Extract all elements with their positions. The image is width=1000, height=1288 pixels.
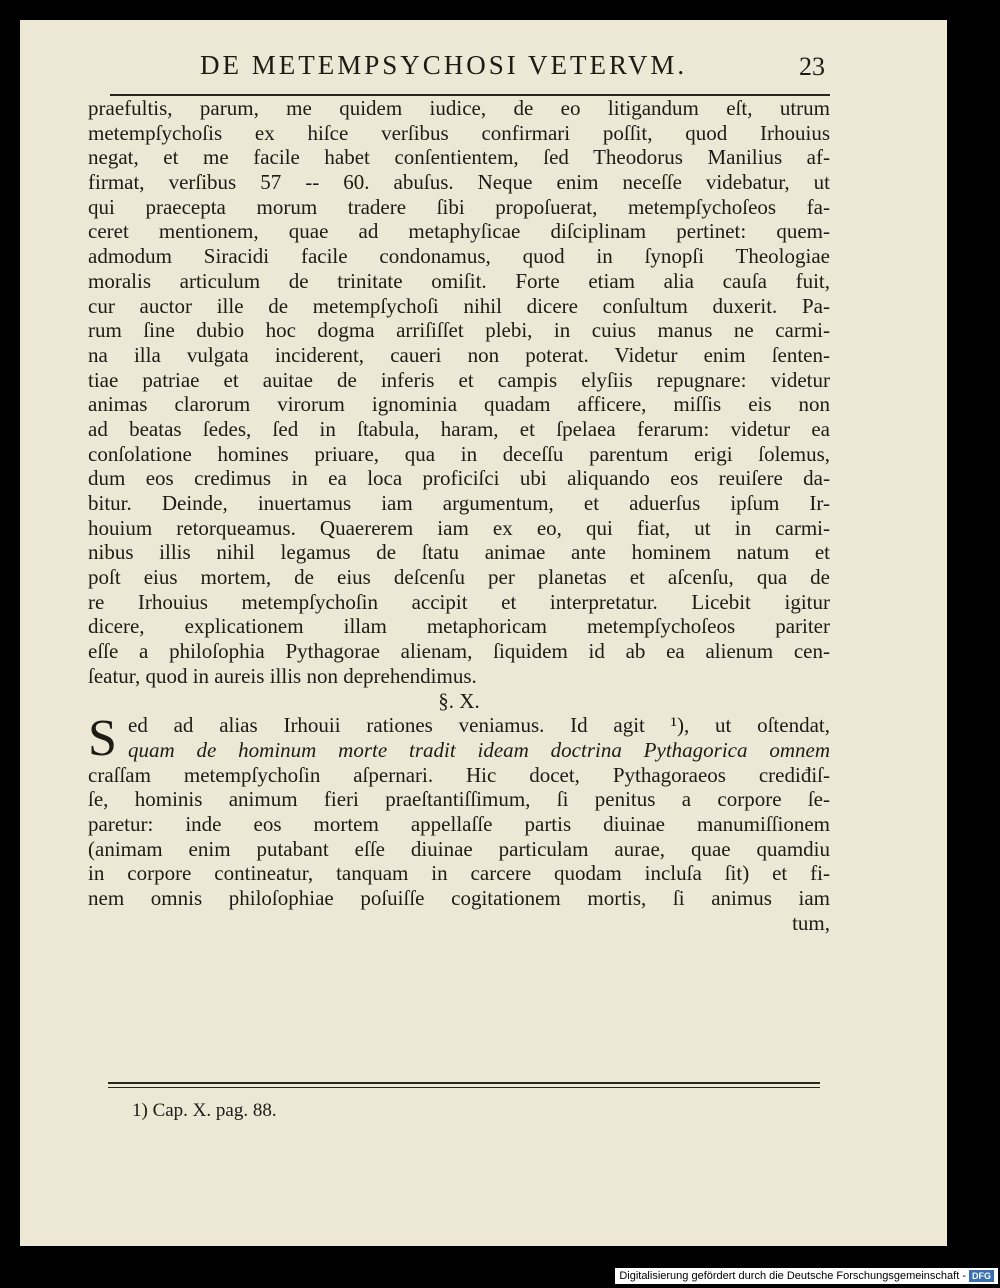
- text-line: poſt eius mortem, de eius deſcenſu per planetas et aſcenſu, qua de: [88, 565, 830, 590]
- text-line: dum eos credimus in ea loca proficiſci ubi aliquando eos reuiſere da-: [88, 466, 830, 491]
- paragraph-2: [88, 710, 830, 935]
- text-line: admodum Siracidi facile condonamus, quod in ſynopſi Theologiae: [88, 244, 830, 269]
- text-line: paretur: inde eos mortem appellaſſe partis diuinae manumiſſionem: [88, 811, 830, 836]
- text-line: ſe, hominis animum fieri praeſtantiſſimum, ſi penitus a corpore ſe-: [88, 787, 830, 812]
- text-line-italic: quam de hominum morte tradit ideam doctrina Pythagorica omnem: [128, 737, 830, 762]
- text-line: metempſychoſis ex hiſce verſibus confirmari poſſit, quod Irhouius: [88, 120, 830, 145]
- text-line: moralis articulum de trinitate omiſit. Forte etiam alia cauſa fuit,: [88, 268, 830, 293]
- text-line: qui praecepta morum tradere ſibi propoſuerat, metempſychoſeos fa-: [88, 194, 830, 219]
- footnote: 1) Cap. X. pag. 88.: [132, 1100, 277, 1121]
- page-number: 23: [799, 52, 825, 81]
- funding-credit: [615, 1268, 998, 1284]
- text-line: praefultis, parum, me quidem iudice, de eo litigandum eſt, utrum: [88, 96, 830, 120]
- text-line: rum ſine dubio hoc dogma arriſiſſet plebi, in cuius manus ne carmi-: [88, 318, 830, 343]
- paragraph-1: [88, 96, 830, 689]
- page-body: [88, 96, 830, 935]
- footnote-rule-thin: [108, 1087, 820, 1088]
- text-line: craſſam metempſychoſin aſpernari. Hic docet, Pythagoraeos crediđiſ-: [88, 762, 830, 787]
- text-line: eſſe a philoſophia Pythagorae alienam, ſiquidem id ab ea alienum cen-: [88, 639, 830, 664]
- text-line: houium retorqueamus. Quaererem iam ex eo, qui fiat, ut in carmi-: [88, 515, 830, 540]
- running-title: DE METEMPSYCHOSI VETERVM.: [200, 50, 688, 80]
- drop-cap: S: [88, 710, 117, 768]
- text-line: tiae patriae et auitae de inferis et campis elyſiis repugnare: videtur: [88, 367, 830, 392]
- dfg-logo-icon: DFG: [969, 1270, 994, 1282]
- text-line: bitur. Deinde, inuertamus iam argumentum, et aduerſus ipſum Ir-: [88, 491, 830, 515]
- text-line: na illa vulgata inciderent, caueri non poterat. Videtur enim ſenten-: [88, 342, 830, 367]
- text-line: (animam enim putabant eſſe diuinae particulam aurae, quae quamdiu: [88, 836, 830, 861]
- text-line: animas clarorum virorum ignominia quadam afficere, miſſis eis non: [88, 392, 830, 417]
- text-line: conſolatione homines priuare, qua in deceſſu parentum erigi ſolemus,: [88, 441, 830, 466]
- text-line: ed ad alias Irhouii rationes veniamus. Id agit ¹), ut oſtendat,: [128, 713, 830, 738]
- text-line: ad beatas ſedes, ſed in ſtabula, haram, et ſpelaea ferarum: videtur ea: [88, 416, 830, 441]
- catchword: tum,: [792, 910, 830, 935]
- text-line: ſeatur, quod in aureis illis non deprehendimus.: [88, 663, 477, 688]
- text-line: in corpore contineatur, tanquam in carcere quodam incluſa ſit) et fi-: [88, 861, 830, 886]
- text-line: ceret mentionem, quae ad metaphyſicae diſciplinam pertinet: quem-: [88, 219, 830, 244]
- footnote-rule: [108, 1082, 820, 1084]
- running-header: [110, 50, 830, 100]
- text-line: cur auctor ille de metempſychoſi nihil dicere conſultum duxerit. Pa-: [88, 293, 830, 318]
- text-line: re Irhouius metempſychoſin accipit et interpretatur. Licebit igitur: [88, 589, 830, 614]
- credit-text: Digitalisierung gefördert durch die Deutsche Forschungsgemeinschaft -: [619, 1270, 966, 1282]
- text-line: firmat, verſibus 57 -- 60. abuſus. Neque enim neceſſe videbatur, ut: [88, 170, 830, 195]
- text-line: nem omnis philoſophiae poſuiſſe cogitationem mortis, ſi animus iam: [88, 886, 830, 910]
- book-page: [20, 20, 947, 1246]
- text-line: nibus illis nihil legamus de ſtatu animae ante hominem natum et: [88, 540, 830, 565]
- text-line: dicere, explicationem illam metaphoricam metempſychoſeos pariter: [88, 614, 830, 639]
- section-heading: §. X.: [438, 688, 480, 713]
- text-line: negat, et me facile habet conſentientem, ſed Theodorus Manilius af-: [88, 145, 830, 170]
